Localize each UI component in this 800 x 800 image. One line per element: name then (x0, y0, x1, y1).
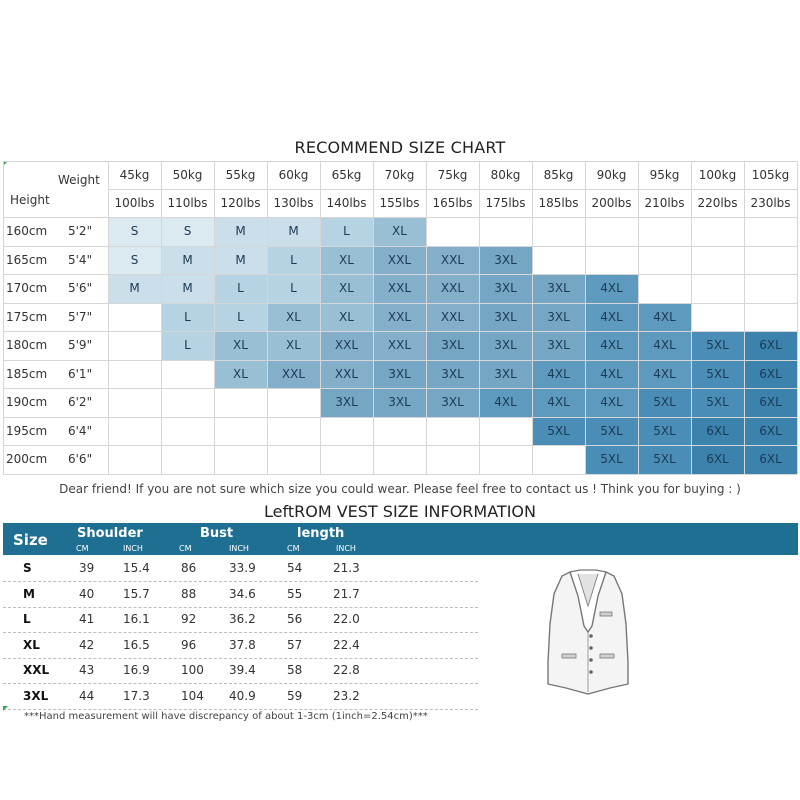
weight-lbs-header: 175lbs (485, 196, 526, 210)
length-in-value: 21.7 (333, 586, 360, 601)
size-cell (744, 303, 797, 332)
size-cell: 4XL (585, 331, 638, 360)
size-cell: 6XL (744, 360, 797, 389)
height-cm-label: 200cm (6, 452, 48, 466)
size-cell (161, 445, 214, 474)
size-cell: L (214, 274, 267, 303)
table-row (3, 556, 478, 582)
size-cell: 5XL (638, 417, 691, 446)
size-cell: XL (320, 246, 373, 275)
table-row (3, 684, 478, 710)
length-inch-unit: INCH (336, 544, 356, 553)
size-cell: M (161, 274, 214, 303)
grid-line (532, 161, 533, 474)
height-label: Height (10, 193, 50, 207)
size-cell: 6XL (691, 445, 744, 474)
height-cm-label: 165cm (6, 252, 48, 267)
size-cell (638, 246, 691, 275)
bust-cm-value: 100 (181, 663, 204, 677)
size-cell (426, 217, 479, 246)
bust-cm-value: 104 (181, 688, 204, 703)
grid-line (108, 161, 109, 474)
size-cell: 6XL (744, 445, 797, 474)
size-cell: S (161, 217, 214, 246)
bust-in-value: 36.2 (229, 612, 256, 626)
size-value: M (23, 586, 35, 601)
grid-line (214, 161, 215, 474)
size-cell (426, 417, 479, 446)
size-cell: 5XL (691, 388, 744, 417)
size-cell (744, 217, 797, 246)
size-cell: L (267, 246, 320, 275)
size-cell (426, 445, 479, 474)
bust-cm-value: 96 (181, 637, 197, 652)
grid-line (3, 331, 797, 332)
weight-lbs-header: 120lbs (220, 196, 261, 210)
size-cell (638, 274, 691, 303)
size-column-header: Size (13, 531, 48, 549)
size-cell: 5XL (691, 360, 744, 389)
size-cell: 5XL (532, 417, 585, 446)
grid-line (3, 445, 797, 446)
length-cm-value: 54 (287, 561, 303, 575)
weight-kg-header: 90kg (596, 168, 627, 182)
bust-in-value: 37.8 (229, 637, 256, 652)
size-value: 3XL (23, 688, 49, 703)
length-cm-unit: CM (287, 544, 300, 553)
height-ft-label: 5'9" (68, 338, 93, 352)
grid-line (320, 161, 321, 474)
grid-line (3, 474, 797, 475)
size-cell: 3XL (426, 388, 479, 417)
length-cm-value: 55 (287, 586, 303, 601)
size-cell: 3XL (373, 360, 426, 389)
size-value: XL (23, 637, 40, 652)
size-cell (373, 417, 426, 446)
size-cell: 5XL (585, 417, 638, 446)
size-cell (691, 274, 744, 303)
size-cell: 3XL (532, 274, 585, 303)
size-cell: 3XL (320, 388, 373, 417)
size-cell (479, 217, 532, 246)
size-cell (479, 445, 532, 474)
grid-line (797, 161, 798, 474)
table-row (3, 607, 478, 633)
size-cell: 5XL (638, 445, 691, 474)
size-cell (108, 331, 161, 360)
size-cell (108, 445, 161, 474)
weight-lbs-header: 130lbs (273, 196, 314, 210)
size-cell: 6XL (691, 417, 744, 446)
weight-kg-header: 105kg (751, 168, 790, 182)
length-in-value: 21.3 (333, 561, 360, 575)
grid-line (267, 161, 268, 474)
grid-line (3, 360, 797, 361)
weight-lbs-header: 230lbs (750, 196, 791, 210)
size-value: S (23, 561, 32, 575)
size-cell: 4XL (638, 331, 691, 360)
height-ft-label: 5'6" (68, 281, 93, 295)
size-cell: 3XL (373, 388, 426, 417)
length-in-value: 22.8 (333, 663, 360, 677)
height-ft-label: 6'4" (68, 423, 93, 438)
bust-in-value: 34.6 (229, 586, 256, 601)
grid-line (585, 161, 586, 474)
grid-line (108, 189, 797, 190)
contact-note: Dear friend! If you are not sure which size you could wear. Please feel free to contact us ! Think you for buying : ) (59, 482, 741, 496)
size-cell (108, 303, 161, 332)
size-cell (691, 303, 744, 332)
weight-lbs-header: 165lbs (432, 196, 473, 210)
size-cell (161, 417, 214, 446)
size-cell: 3XL (426, 331, 479, 360)
weight-lbs-header: 185lbs (538, 196, 579, 210)
bust-cm-value: 86 (181, 561, 197, 575)
height-cm-label: 195cm (6, 423, 48, 438)
size-cell: XL (214, 331, 267, 360)
size-value: L (23, 612, 31, 626)
weight-kg-header: 75kg (437, 168, 468, 182)
table-row (3, 633, 478, 659)
size-cell: XXL (373, 303, 426, 332)
grid-line (3, 217, 797, 218)
length-column-header: length (297, 526, 345, 541)
shoulder-cm-value: 42 (79, 637, 95, 652)
size-cell (744, 274, 797, 303)
size-cell: M (267, 217, 320, 246)
height-ft-label: 5'7" (68, 309, 93, 324)
size-cell (214, 417, 267, 446)
size-cell (161, 388, 214, 417)
shoulder-in-value: 17.3 (123, 688, 150, 703)
size-cell (744, 246, 797, 275)
size-cell (267, 445, 320, 474)
weight-kg-header: 80kg (490, 168, 521, 182)
size-cell (691, 217, 744, 246)
weight-kg-header: 95kg (649, 168, 680, 182)
size-cell (108, 360, 161, 389)
size-cell: 3XL (532, 303, 585, 332)
bust-in-value: 40.9 (229, 688, 256, 703)
weight-kg-header: 50kg (172, 168, 203, 182)
size-cell: XXL (373, 274, 426, 303)
grid-line (744, 161, 745, 474)
weight-label: Weight (58, 173, 100, 187)
length-cm-value: 56 (287, 612, 303, 626)
length-in-value: 23.2 (333, 688, 360, 703)
bust-column-header: Bust (200, 526, 234, 541)
size-cell (161, 360, 214, 389)
size-cell (320, 445, 373, 474)
recommend-size-grid (3, 161, 799, 474)
size-cell (373, 445, 426, 474)
table-row (3, 658, 478, 684)
shoulder-cm-value: 43 (79, 663, 95, 677)
height-ft-label: 6'2" (68, 395, 93, 409)
size-cell: XXL (426, 303, 479, 332)
grid-line (426, 161, 427, 474)
bust-in-value: 39.4 (229, 663, 256, 677)
weight-lbs-header: 220lbs (697, 196, 738, 210)
size-cell: 3XL (479, 360, 532, 389)
vest-info-title: LeftROM VEST SIZE INFORMATION (264, 502, 536, 521)
size-cell: XL (214, 360, 267, 389)
size-cell: XXL (320, 331, 373, 360)
grid-line (3, 303, 797, 304)
recommend-chart-title: RECOMMEND SIZE CHART (294, 138, 506, 157)
size-cell: XL (373, 217, 426, 246)
size-cell: 4XL (585, 388, 638, 417)
height-ft-label: 6'1" (68, 366, 93, 381)
size-cell: 3XL (479, 303, 532, 332)
size-cell: 6XL (744, 417, 797, 446)
size-cell (532, 246, 585, 275)
size-cell: L (161, 303, 214, 332)
height-cm-label: 170cm (6, 281, 48, 295)
size-cell: L (214, 303, 267, 332)
height-ft-label: 6'6" (68, 452, 93, 466)
height-cm-label: 160cm (6, 224, 48, 238)
size-cell: XXL (426, 246, 479, 275)
size-cell: L (320, 217, 373, 246)
grid-line (3, 274, 797, 275)
size-cell: XXL (267, 360, 320, 389)
shoulder-cm-value: 39 (79, 561, 95, 575)
size-cell: XXL (320, 360, 373, 389)
shoulder-in-value: 16.5 (123, 637, 150, 652)
size-cell (108, 417, 161, 446)
size-cell: 4XL (638, 303, 691, 332)
shoulder-in-value: 15.4 (123, 561, 150, 575)
size-cell: 5XL (585, 445, 638, 474)
size-cell: 3XL (426, 360, 479, 389)
shoulder-cm-unit: CM (76, 544, 89, 553)
length-cm-value: 59 (287, 688, 303, 703)
weight-lbs-header: 200lbs (591, 196, 632, 210)
size-cell: S (108, 217, 161, 246)
height-cm-label: 190cm (6, 395, 48, 409)
size-cell (691, 246, 744, 275)
size-cell: 3XL (479, 274, 532, 303)
size-cell: M (214, 217, 267, 246)
size-cell: 4XL (479, 388, 532, 417)
shoulder-cm-value: 40 (79, 586, 95, 601)
weight-kg-header: 55kg (225, 168, 256, 182)
weight-kg-header: 70kg (384, 168, 415, 182)
length-in-value: 22.4 (333, 637, 360, 652)
height-cm-label: 185cm (6, 366, 48, 381)
size-cell: 4XL (532, 360, 585, 389)
weight-lbs-header: 100lbs (114, 196, 155, 210)
size-cell: 4XL (532, 388, 585, 417)
weight-lbs-header: 210lbs (644, 196, 685, 210)
grid-line (691, 161, 692, 474)
height-cm-label: 180cm (6, 338, 48, 352)
size-cell: 3XL (479, 246, 532, 275)
weight-lbs-header: 155lbs (379, 196, 420, 210)
grid-line (161, 161, 162, 474)
size-cell (479, 417, 532, 446)
size-cell: XL (320, 274, 373, 303)
shoulder-cm-value: 41 (79, 612, 95, 626)
weight-kg-header: 60kg (278, 168, 309, 182)
grid-line (3, 161, 797, 162)
weight-kg-header: 65kg (331, 168, 362, 182)
height-ft-label: 5'2" (68, 224, 93, 238)
length-in-value: 22.0 (333, 612, 360, 626)
grid-line (3, 388, 797, 389)
size-cell: 4XL (585, 274, 638, 303)
size-cell: L (267, 274, 320, 303)
size-cell: XL (267, 303, 320, 332)
size-cell: 3XL (532, 331, 585, 360)
size-cell: 4XL (638, 360, 691, 389)
size-value: XXL (23, 663, 50, 677)
size-cell: XL (267, 331, 320, 360)
table-row (3, 582, 478, 608)
shoulder-column-header: Shoulder (77, 526, 143, 541)
size-cell: 5XL (691, 331, 744, 360)
height-ft-label: 5'4" (68, 252, 93, 267)
shoulder-in-value: 15.7 (123, 586, 150, 601)
length-cm-value: 58 (287, 663, 303, 677)
size-cell: 6XL (744, 331, 797, 360)
size-cell: 5XL (638, 388, 691, 417)
vest-table-header (3, 523, 798, 555)
shoulder-inch-unit: INCH (123, 544, 143, 553)
size-cell: XXL (426, 274, 479, 303)
size-cell: 3XL (479, 331, 532, 360)
size-cell (267, 417, 320, 446)
size-cell: L (161, 331, 214, 360)
grid-line (3, 417, 797, 418)
size-cell (267, 388, 320, 417)
size-cell: M (214, 246, 267, 275)
weight-kg-header: 100kg (698, 168, 737, 182)
size-cell: XXL (373, 246, 426, 275)
size-cell: XL (320, 303, 373, 332)
size-cell: XXL (373, 331, 426, 360)
size-cell (214, 388, 267, 417)
size-cell: S (108, 246, 161, 275)
shoulder-cm-value: 44 (79, 688, 95, 703)
size-cell (638, 217, 691, 246)
size-cell (585, 217, 638, 246)
size-cell (585, 246, 638, 275)
size-cell: M (108, 274, 161, 303)
height-cm-label: 175cm (6, 309, 48, 324)
size-cell: 4XL (585, 303, 638, 332)
bust-cm-value: 88 (181, 586, 197, 601)
vest-sketch-icon (540, 566, 636, 698)
shoulder-in-value: 16.1 (123, 612, 150, 626)
grid-line (3, 161, 4, 474)
weight-kg-header: 85kg (543, 168, 574, 182)
size-cell (214, 445, 267, 474)
grid-line (638, 161, 639, 474)
size-cell (532, 445, 585, 474)
measurement-footnote: ***Hand measurement will have discrepancy of about 1-3cm (1inch=2.54cm)*** (24, 711, 428, 722)
size-cell: M (161, 246, 214, 275)
size-cell (532, 217, 585, 246)
bust-cm-unit: CM (179, 544, 192, 553)
size-cell (108, 388, 161, 417)
grid-line (373, 161, 374, 474)
length-cm-value: 57 (287, 637, 303, 652)
bust-in-value: 33.9 (229, 561, 256, 575)
weight-lbs-header: 140lbs (326, 196, 367, 210)
bust-cm-value: 92 (181, 612, 197, 626)
size-cell: 6XL (744, 388, 797, 417)
size-cell: 4XL (585, 360, 638, 389)
grid-line (479, 161, 480, 474)
size-cell (320, 417, 373, 446)
bust-inch-unit: INCH (229, 544, 249, 553)
shoulder-in-value: 16.9 (123, 663, 150, 677)
weight-kg-header: 45kg (119, 168, 150, 182)
weight-lbs-header: 110lbs (167, 196, 208, 210)
grid-line (3, 246, 797, 247)
